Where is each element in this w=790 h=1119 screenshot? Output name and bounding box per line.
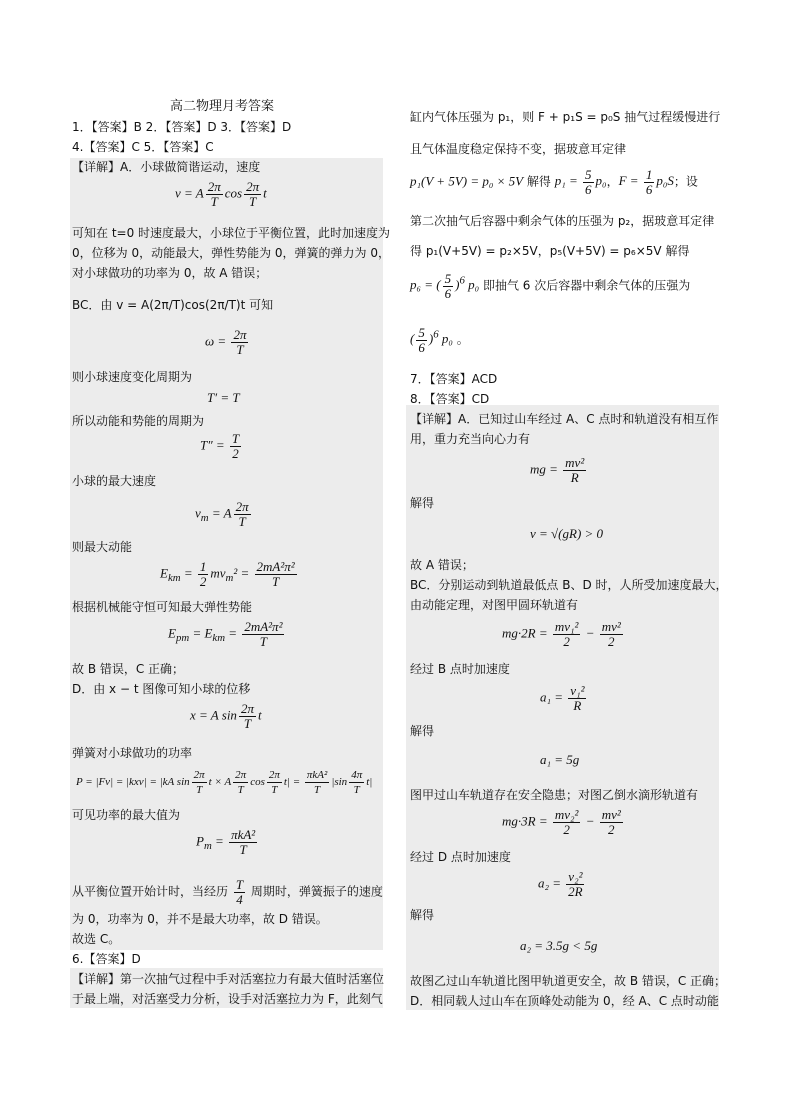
text-line: 可见功率的最大值为 [72, 808, 181, 822]
text-line: ( $\frac{5}{6}$ )$^6$ p₀ 。 [410, 325, 469, 355]
answer-line-2: 4.【答案】C 5．【答案】C [72, 140, 214, 154]
answer-line-6: 6.【答案】D [72, 952, 141, 966]
equation-a1-result: a₁ = 5g [540, 752, 580, 767]
text-line: 则最大动能 [72, 540, 133, 554]
text-line: D．相同载人过山车在顶峰处动能为 0，经 A、C 点时动能 [410, 994, 719, 1008]
text-line: 对小球做功的功率为 0，故 A 错误； [72, 266, 268, 280]
equation-period-energy: T″ = $\frac{T}{2}$ [200, 431, 240, 461]
equation-ekm: $E_{km}$ = $\frac{1}{2}$ $mv_m^2$ = $\frac{\text{2mA²π²}}{T}$ [160, 559, 295, 589]
equation-epm: $E_{pm} = E_{km}$ = $\frac{\text{2mA²π²}}{T}$ [168, 619, 283, 649]
equation-pmax: $P_m$ = $\frac{\text{πkA²}}{T}$ [196, 827, 256, 857]
text-line: 弹簧对小球做功的功率 [72, 746, 193, 760]
text-line: 解得 [410, 496, 435, 510]
text-line: 0，位移为 0，动能最大，弹性势能为 0，弹簧的弹力为 0， [72, 246, 390, 260]
text-line: 故 A 错误； [410, 558, 474, 572]
equation-a2-result: a₂ = 3.5g < 5g [520, 938, 598, 953]
text-line: 得 p₁(V+5V) = p₂×5V，p₅(V+5V) = p₆×5V 解得 [410, 244, 690, 258]
text-line: 故选 C。 [72, 932, 121, 946]
answer-line-7: 7．【答案】ACD [410, 372, 498, 386]
text-line: 可知在 t=0 时速度最大，小球位于平衡位置，此时加速度为 [72, 226, 391, 240]
text-line: p₁(V + 5V) = p₀ × 5V 解得 p₁ = $\frac{5}{6}$ p₀，F = $\frac{1}{6}$ p₀S；设 [410, 167, 698, 197]
answer-line-8: 8．【答案】CD [410, 392, 490, 406]
text-line: 为 0，功率为 0，并不是最大功率，故 D 错误。 [72, 912, 328, 926]
page-title: 高二物理月考答案 [170, 99, 275, 114]
equation-v: v = √(gR) > 0 [530, 526, 604, 541]
equation-omega: ω = $\frac{2\pi}{T}$ [205, 327, 247, 357]
text-line: 故 B 错误，C 正确； [72, 662, 185, 676]
equation-displacement: x = A sin $\frac{2\pi}{T}$ t [190, 701, 262, 731]
text-line: 则小球速度变化周期为 [72, 370, 193, 384]
text-line: 第二次抽气后容器中剩余气体的压强为 p₂，据玻意耳定律 [410, 214, 715, 228]
text-line: D．由 x − t 图像可知小球的位移 [72, 682, 251, 696]
text-line: 由动能定理，对图甲圆环轨道有 [410, 598, 579, 612]
equation-period: T′ = T [207, 390, 240, 405]
text-line: 图甲过山车轨道存在安全隐患；对图乙倒水滴形轨道有 [410, 788, 699, 802]
text-line: 解得 [410, 908, 435, 922]
text-line: p₆ = ( $\frac{5}{6}$ )$^6$ p₀ 即抽气 6 次后容器中剩余气体的压强为 [410, 271, 691, 301]
equation-a2: a₂ = $\frac{\text{v₂²}}{2R}$ [538, 869, 583, 899]
text-line: 小球的最大速度 [72, 474, 157, 488]
text-line: 故图乙过山车轨道比图甲轨道更安全，故 B 错误，C 正确； [410, 974, 727, 988]
equation-energy-2: mg·3R = $\frac{\text{mv₂²}}{2}$ − $\frac{\text{mv²}}{2}$ [502, 807, 621, 837]
equation-vmax: $v_m = A$ $\frac{2\pi}{T}$ [195, 499, 249, 529]
equation-mg: mg = $\frac{\text{mv²}}{R}$ [530, 455, 585, 485]
equation-a1: a₁ = $\frac{\text{v₁²}}{R}$ [540, 683, 585, 713]
answer-line-1: 1．【答案】B 2．【答案】D 3．【答案】D [72, 120, 292, 134]
text-line: 【详解】第一次抽气过程中手对活塞拉力有最大值时活塞位 [72, 972, 385, 986]
detail-line: 【详解】A．小球做简谐运动，速度 [72, 160, 261, 174]
text-line: 【详解】A．已知过山车经过 A、C 点时和轨道没有相互作 [410, 412, 719, 426]
text-line: 根据机械能守恒可知最大弹性势能 [72, 600, 253, 614]
text-line: 经过 D 点时加速度 [410, 850, 511, 864]
text-line: 经过 B 点时加速度 [410, 662, 510, 676]
text-line: BC．分别运动到轨道最低点 B、D 时，人所受加速度最大， [410, 578, 728, 592]
text-line: 于最上端，对活塞受力分析，设手对活塞拉力为 F，此刻气 [72, 992, 383, 1006]
text-line: BC．由 v = A(2π/T)cos(2π/T)t 可知 [72, 298, 274, 312]
text-line: 从平衡位置开始计时，当经历 $\frac{T}{4}$ 周期时，弹簧振子的速度 [72, 877, 383, 907]
equation-velocity: v = A $\frac{2\pi}{T}$ cos $\frac{2\pi}{T}$ t [175, 179, 267, 209]
equation-power: P = |Fv| = |kxv| = |kA sin $\frac{2\pi}{T}$ t × A $\frac{2\pi}{T}$ cos $\frac{2\pi}{T}$ t| = $\frac{\text{πkA²}}{T}$ |sin $\frac{4\pi}{T}$ t| [76, 769, 373, 796]
text-line: 所以动能和势能的周期为 [72, 414, 205, 428]
text-line: 且气体温度稳定保持不变，据玻意耳定律 [410, 142, 627, 156]
text-line: 解得 [410, 724, 435, 738]
text-line: 缸内气体压强为 p₁，则 F + p₁S = p₀S 抽气过程缓慢进行 [410, 110, 721, 124]
equation-energy-1: mg·2R = $\frac{\text{mv₁²}}{2}$ − $\frac{\text{mv²}}{2}$ [502, 619, 621, 649]
text-line: 用，重力充当向心力有 [410, 432, 531, 446]
